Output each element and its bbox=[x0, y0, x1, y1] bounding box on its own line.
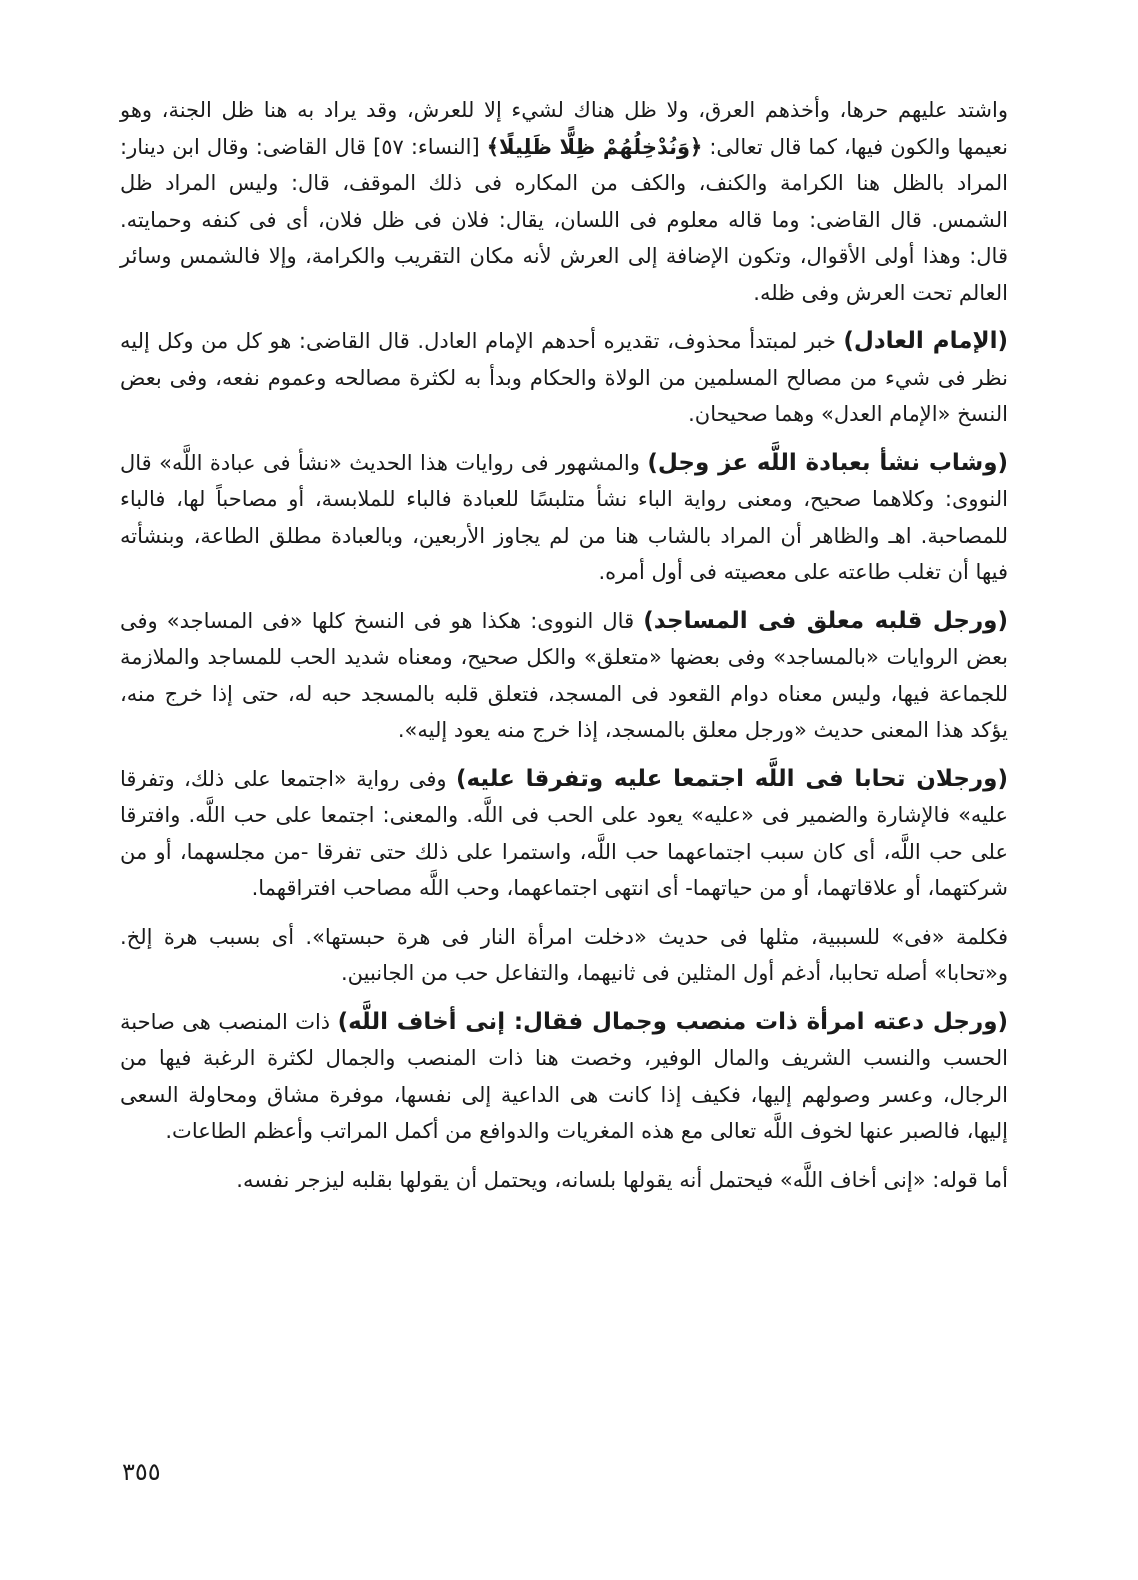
paragraph-text: [النساء: ٥٧] قال القاضى: وقال ابن دينار: المراد بالظل هنا الكرامة والكنف، والكف من المكاره فى ذلك الموقف، قال: وليس المراد ظل الشمس. قال القاضى: وما قاله معلوم فى اللسان، يقال: فلان فى ظل فلان، أى فى كنفه وحمايته. قال: وهذا أولى الأقوال، وتكون الإضافة إلى العرش لأنه مكان التقريب والكرامة، وإلا فالشمس وسائر العالم تحت العرش وفى ظله. bbox=[120, 134, 1008, 305]
paragraph-text: واشتد عليهم حرها، وأخذهم العرق، ولا ظل هناك لشيء إلا للعرش، وقد يراد به هنا ظل الجنة، وهو نعيمها والكون فيها، كما قال تعالى: bbox=[120, 98, 1008, 159]
section-heading: (وشاب نشأ بعبادة اللَّه عز وجل) bbox=[647, 449, 1008, 476]
paragraph-shade-meaning bbox=[120, 92, 1008, 311]
paragraph-young-worshipper bbox=[120, 445, 1008, 591]
section-heading: (ورجل دعته امرأة ذات منصب وجمال فقال: إنى أخاف اللَّه) bbox=[337, 1008, 1008, 1035]
paragraph-fear-allah-saying bbox=[120, 1162, 1008, 1199]
quran-verse: ﴿وَنُدْخِلُهُمْ ظِلًّا ظَلِيلًا﴾ bbox=[486, 134, 703, 159]
paragraph-two-who-love bbox=[120, 761, 1008, 907]
page-number: ٣٥٥ bbox=[122, 1458, 161, 1486]
paragraph-man-invited bbox=[120, 1004, 1008, 1150]
page-body bbox=[120, 92, 1008, 1492]
section-heading: (ورجل قلبه معلق فى المساجد) bbox=[643, 607, 1008, 634]
paragraph-text: قال النووى: هكذا هو فى النسخ كلها «فى المساجد» وفى بعض الروايات «بالمساجد» وفى بعضها «متعلق» والكل صحيح، ومعناه شديد الحب للمساجد والملازمة للجماعة فيها، وليس معناه دوام القعود فى المسجد، فتعلق قلبه بالمسجد حبه له، حتى إذا خرج منه، يؤكد هذا المعنى حديث «ورجل معلق بالمسجد، إذا خرج منه يعود إليه». bbox=[120, 608, 1008, 742]
paragraph-text: ذات المنصب هى صاحبة الحسب والنسب الشريف والمال الوفير، وخصت هنا ذات المنصب والجمال لكثرة الرغبة فيها من الرجال، وعسر وصولهم إليها، فكيف إذا كانت هى الداعية إلى نفسها، موفرة مشاق ومحاولة السعى إليها، فالصبر عنها لخوف اللَّه تعالى مع هذه المغريات والدوافع من أكمل المراتب وأعظم الطاعات. bbox=[120, 1009, 1008, 1143]
paragraph-causation-note bbox=[120, 919, 1008, 992]
paragraph-text: فكلمة «فى» للسببية، مثلها فى حديث «دخلت امرأة النار فى هرة حبستها». أى بسبب هرة إلخ. و«تحابا» أصله تحاببا، أدغم أول المثلين فى ثانيهما، والتفاعل حب من الجانبين. bbox=[120, 924, 1008, 985]
paragraph-text: والمشهور فى روايات هذا الحديث «نشأ فى عبادة اللَّه» قال النووى: وكلاهما صحيح، ومعنى رواية الباء نشأ متلبسًا للعبادة فالباء للملابسة، أو مصاحباً لها، فالباء للمصاحبة. اهـ والظاهر أن المراد بالشاب هنا من لم يجاوز الأربعين، وبالعبادة مطلق الطاعة، وبنشأته فيها أن تغلب طاعته على معصيته فى أول أمره. bbox=[120, 450, 1008, 584]
paragraph-just-imam bbox=[120, 323, 1008, 433]
paragraph-heart-in-mosques bbox=[120, 603, 1008, 749]
section-heading: (ورجلان تحابا فى اللَّه اجتمعا عليه وتفرقا عليه) bbox=[455, 765, 1008, 792]
paragraph-text: خبر لمبتدأ محذوف، تقديره أحدهم الإمام العادل. قال القاضى: هو كل من وكل إليه نظر فى شيء من مصالح المسلمين من الولاة والحكام وبدأ به لكثرة مصالحه وعموم نفعه، وفى بعض النسخ «الإمام العدل» وهما صحيحان. bbox=[120, 329, 1008, 426]
section-heading: (الإمام العادل) bbox=[843, 328, 1008, 354]
paragraph-text: أما قوله: «إنى أخاف اللَّه» فيحتمل أنه يقولها بلسانه، ويحتمل أن يقولها بقلبه ليزجر نفسه. bbox=[236, 1167, 1008, 1192]
paragraph-text: وفى رواية «اجتمعا على ذلك، وتفرقا عليه» فالإشارة والضمير فى «عليه» يعود على الحب فى اللَّه. والمعنى: اجتمعا على حب اللَّه. وافترقا على حب اللَّه، أى كان سبب اجتماعهما حب اللَّه، واستمرا على ذلك حتى تفرقا -من مجلسهما، أو من شركتهما، أو علاقاتهما، أو من حياتهما- أى انتهى اجتماعهما، وحب اللَّه مصاحب افتراقهما. bbox=[120, 766, 1008, 900]
